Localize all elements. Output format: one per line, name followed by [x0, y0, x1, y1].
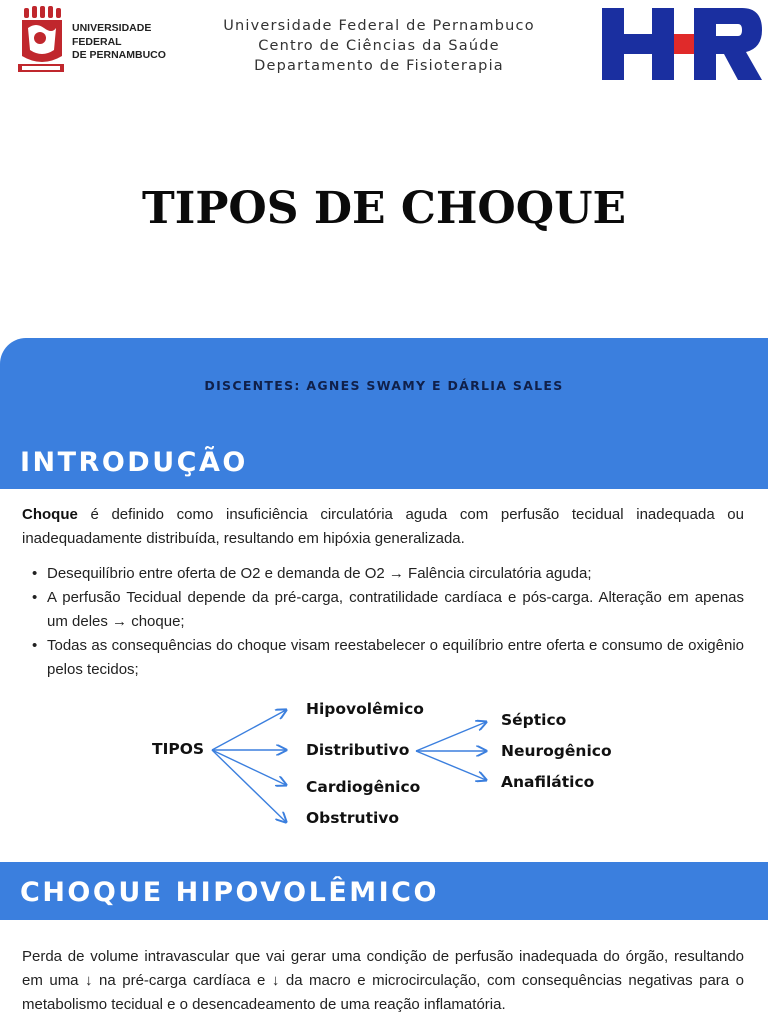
list-item: • Desequilíbrio entre oferta de O2 e demanda de O2 → Falência circulatória aguda; — [32, 565, 592, 582]
intro-bullet-list — [22, 562, 744, 682]
intro-paragraph — [22, 503, 744, 551]
hipovolemico-heading: CHOQUE HIPOVOLÊMICO — [20, 877, 439, 908]
institution-line: Centro de Ciências da Saúde — [258, 38, 500, 54]
intro-term: Choque — [22, 506, 78, 523]
subtype-anafilatico: Anafilático — [501, 773, 595, 791]
page-title: TIPOS DE CHOQUE — [142, 183, 626, 234]
types-diagram — [0, 690, 768, 840]
ufpe-logo-line: UNIVERSIDADE — [72, 22, 152, 34]
hipovolemico-heading-band — [0, 862, 768, 920]
hipovolemico-paragraph: Perda de volume intravascular que vai gerar uma condição de perfusão inadequada do órgão, resultando em uma ↓ na pré-carga cardíaca e ↓ da macro e microcirculação, com consequências negativas para o metabolismo tecidual e o desencadeamento de uma reação inflamatória. — [22, 948, 744, 1013]
authors-line: DISCENTES: AGNES SWAMY E DÁRLIA SALES — [204, 378, 564, 393]
arrow-to-cardiogenico — [212, 750, 286, 785]
bullet-text: Todas as consequências do choque visam reestabelecer o equilíbrio entre oferta e consumo de oxigênio pelos tecidos; — [47, 637, 744, 678]
intro-heading: INTRODUÇÃO — [20, 447, 248, 478]
diagram-root-label: TIPOS — [152, 740, 205, 758]
authors-band — [0, 338, 768, 489]
arrow-to-obstrutivo — [212, 750, 286, 822]
subtype-neurogenico: Neurogênico — [501, 742, 612, 760]
type-cardiogenico: Cardiogênico — [306, 778, 421, 796]
type-hipovolemico: Hipovolêmico — [306, 700, 424, 718]
type-obstrutivo: Obstrutivo — [306, 809, 400, 827]
institution-line: Departamento de Fisioterapia — [254, 58, 504, 74]
arrow-to-septico — [416, 722, 486, 751]
bullet-text: Desequilíbrio entre oferta de O2 e demanda de O2 → Falência circulatória aguda; — [47, 565, 592, 582]
type-distributivo: Distributivo — [306, 741, 410, 759]
subtype-septico: Séptico — [501, 711, 567, 729]
hr-logo-icon — [602, 8, 762, 80]
arrow-to-anafilatico — [416, 751, 486, 780]
ufpe-logo-line: DE PERNAMBUCO — [72, 49, 166, 61]
ufpe-logo — [18, 6, 168, 80]
intro-definition: é definido como insuficiência circulatória aguda com perfusão tecidual inadequada ou inadequadamente distribuída, resultando em hipóxia generalizada. — [22, 506, 744, 547]
ufpe-crest-icon — [18, 6, 64, 78]
bullet-text: A perfusão Tecidual depende da pré-carga, contratilidade cardíaca e pós-carga. Alteração em apenas um deles → choque; — [47, 589, 744, 630]
arrow-to-hipovolemico — [212, 710, 286, 750]
ufpe-logo-line: FEDERAL — [72, 35, 122, 48]
list-item: • A perfusão Tecidual depende da pré-carga, contratilidade cardíaca e pós-carga. Alteração em apenas um deles → choque; — [32, 589, 744, 630]
ufpe-logo-text — [72, 22, 166, 63]
institution-line: Universidade Federal de Pernambuco — [223, 18, 535, 34]
list-item: • Todas as consequências do choque visam reestabelecer o equilíbrio entre oferta e consumo de oxigênio pelos tecidos; — [32, 637, 744, 678]
page-header — [0, 0, 768, 90]
institution-block — [200, 16, 558, 76]
